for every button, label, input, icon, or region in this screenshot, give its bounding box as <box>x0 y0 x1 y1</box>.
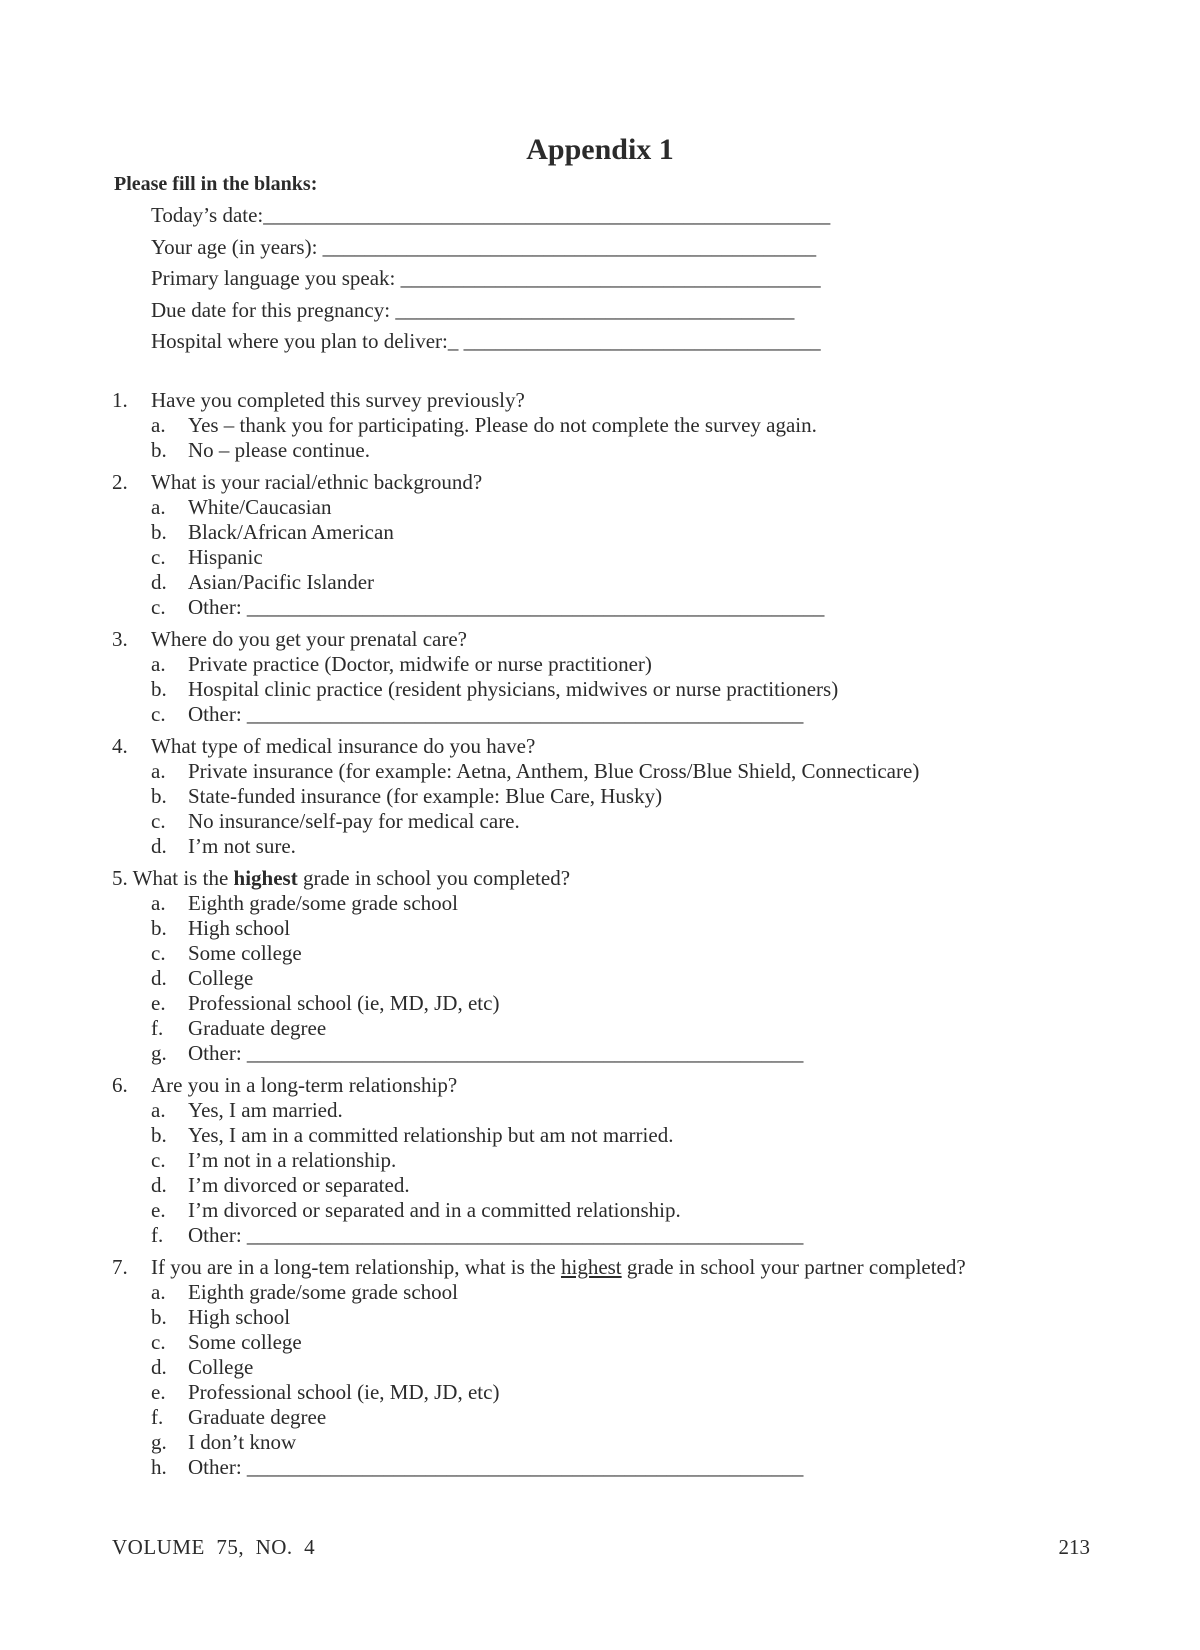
option-letter: c. <box>151 595 166 619</box>
option-text: Some college <box>188 1330 302 1354</box>
question-prefix: 5. What is the <box>112 866 234 890</box>
option-text: Yes, I am married. <box>188 1098 343 1122</box>
option-letter: b. <box>151 784 167 808</box>
option-row <box>112 1305 1112 1330</box>
option-letter: g. <box>151 1041 167 1065</box>
footer-volume: VOLUME 75, NO. 4 <box>112 1535 316 1559</box>
question-number: 6. <box>112 1073 128 1097</box>
option-letter: a. <box>151 413 166 437</box>
option-text: I’m not sure. <box>188 834 296 858</box>
option-letter: f. <box>151 1016 164 1040</box>
option-text: Black/African American <box>188 520 394 544</box>
question-1 <box>112 388 1112 463</box>
option-text: Yes – thank you for participating. Please do not complete the survey again. <box>188 413 817 437</box>
todays-date-field: Today’s date:______________________________________________________ <box>151 203 831 227</box>
question-text: What type of medical insurance do you have? <box>151 734 536 758</box>
option-row <box>112 1198 1112 1223</box>
option-row <box>112 413 1112 438</box>
option-text: No insurance/self-pay for medical care. <box>188 809 520 833</box>
question-prefix: If you are in a long-tem relationship, what is the <box>151 1255 561 1279</box>
question-suffix: grade in school you completed? <box>297 866 571 890</box>
option-letter: b. <box>151 677 167 701</box>
question-4 <box>112 734 1112 859</box>
option-row <box>112 438 1112 463</box>
question-number: 3. <box>112 627 128 651</box>
primary-language-field: Primary language you speak: ________________________________________ <box>151 266 821 290</box>
option-letter: d. <box>151 1173 167 1197</box>
option-text: I’m divorced or separated. <box>188 1173 410 1197</box>
age-field: Your age (in years): _______________________________________________ <box>151 234 817 259</box>
option-letter: d. <box>151 966 167 990</box>
option-letter: h. <box>151 1455 167 1479</box>
option-text: Eighth grade/some grade school <box>188 1280 459 1304</box>
option-letter: a. <box>151 1098 166 1122</box>
option-letter: a. <box>151 495 166 519</box>
question-text <box>151 1255 966 1280</box>
option-row <box>112 1173 1112 1198</box>
option-text: Professional school (ie, MD, JD, etc) <box>188 991 500 1015</box>
option-row <box>112 1148 1112 1173</box>
option-letter: b. <box>151 1123 167 1147</box>
option-text: Private insurance (for example: Aetna, Anthem, Blue Cross/Blue Shield, Connecticare) <box>188 759 920 783</box>
option-text: I don’t know <box>188 1430 297 1454</box>
question-7 <box>112 1255 1112 1480</box>
option-letter: a. <box>151 1280 166 1304</box>
question-text: What is your racial/ethnic background? <box>151 470 483 494</box>
question-number: 2. <box>112 470 128 494</box>
option-text: Graduate degree <box>188 1016 327 1040</box>
question-emphasis: highest <box>233 866 298 890</box>
option-letter: d. <box>151 570 167 594</box>
option-letter: c. <box>151 1330 166 1354</box>
option-text: No – please continue. <box>188 438 370 462</box>
question-text <box>112 866 1112 891</box>
option-letter: a. <box>151 759 166 783</box>
option-text: Eighth grade/some grade school <box>188 891 459 915</box>
option-text: Other: _____________________________________________________ <box>188 1041 804 1065</box>
option-text: Other: _____________________________________________________ <box>188 1223 804 1247</box>
option-letter: a. <box>151 652 166 676</box>
option-row <box>112 520 1112 545</box>
option-row <box>112 1123 1112 1148</box>
option-text: White/Caucasian <box>188 495 332 519</box>
option-text: High school <box>188 1305 291 1329</box>
option-row <box>112 784 1112 809</box>
question-3 <box>112 627 1112 727</box>
option-letter: e. <box>151 991 166 1015</box>
option-letter: c. <box>151 941 166 965</box>
question-text: Where do you get your prenatal care? <box>151 627 468 651</box>
option-row <box>112 1405 1112 1430</box>
option-letter: f. <box>151 1405 164 1429</box>
option-text: Asian/Pacific Islander <box>188 570 375 594</box>
option-letter: c. <box>151 1148 166 1172</box>
fill-in-fields <box>151 200 830 358</box>
question-number: 1. <box>112 388 128 412</box>
option-letter: c. <box>151 545 166 569</box>
option-letter: b. <box>151 520 167 544</box>
question-text: Have you completed this survey previously? <box>151 388 525 412</box>
question-number: 7. <box>112 1255 128 1279</box>
option-text: Yes, I am in a committed relationship but am not married. <box>188 1123 674 1147</box>
option-row <box>112 916 1112 941</box>
option-letter: b. <box>151 1305 167 1329</box>
option-text: Other: _____________________________________________________ <box>188 1455 804 1479</box>
option-text: College <box>188 966 254 990</box>
option-row <box>112 1355 1112 1380</box>
option-text: Hospital clinic practice (resident physicians, midwives or nurse practitioners) <box>188 677 839 701</box>
option-letter: c. <box>151 809 166 833</box>
option-text: I’m divorced or separated and in a committed relationship. <box>188 1198 681 1222</box>
option-text: High school <box>188 916 291 940</box>
option-row <box>112 1041 1112 1066</box>
option-text: Graduate degree <box>188 1405 327 1429</box>
option-letter: e. <box>151 1198 166 1222</box>
option-text: Hispanic <box>188 545 263 569</box>
due-date-field: Due date for this pregnancy: ______________________________________ <box>151 297 795 322</box>
option-row <box>112 1380 1112 1405</box>
option-letter: d. <box>151 834 167 858</box>
option-row <box>112 891 1112 916</box>
option-text: Professional school (ie, MD, JD, etc) <box>188 1380 500 1404</box>
option-text: Other: _____________________________________________________ <box>188 702 804 726</box>
question-text: Are you in a long-term relationship? <box>151 1073 458 1097</box>
option-row <box>112 966 1112 991</box>
option-row <box>112 1280 1112 1305</box>
fill-in-heading: Please fill in the blanks: <box>114 173 318 195</box>
question-suffix: grade in school your partner completed? <box>621 1255 966 1279</box>
option-row <box>112 991 1112 1016</box>
footer-page-number: 213 <box>1058 1535 1090 1559</box>
question-5 <box>112 866 1112 1066</box>
question-6 <box>112 1073 1112 1248</box>
option-text: I’m not in a relationship. <box>188 1148 397 1172</box>
option-row <box>112 1455 1112 1480</box>
option-row <box>112 595 1112 620</box>
option-row <box>112 570 1112 595</box>
option-letter: g. <box>151 1430 167 1454</box>
option-row <box>112 495 1112 520</box>
option-row <box>112 1330 1112 1355</box>
option-row <box>112 677 1112 702</box>
option-row <box>112 809 1112 834</box>
option-row <box>112 652 1112 677</box>
option-letter: b. <box>151 438 167 462</box>
option-row <box>112 834 1112 859</box>
page-title: Appendix 1 <box>526 133 674 166</box>
option-letter: b. <box>151 916 167 940</box>
option-text: College <box>188 1355 254 1379</box>
option-row <box>112 545 1112 570</box>
option-row <box>112 1016 1112 1041</box>
option-text: Other: _______________________________________________________ <box>188 595 825 619</box>
option-row <box>112 759 1112 784</box>
option-row <box>112 1430 1112 1455</box>
option-row <box>112 1098 1112 1123</box>
option-text: Some college <box>188 941 302 965</box>
option-letter: c. <box>151 702 166 726</box>
option-letter: f. <box>151 1223 164 1247</box>
option-letter: a. <box>151 891 166 915</box>
option-text: Private practice (Doctor, midwife or nurse practitioner) <box>188 652 652 676</box>
hospital-field: Hospital where you plan to deliver:_ __________________________________ <box>151 329 821 353</box>
option-row <box>112 1223 1112 1248</box>
question-number: 4. <box>112 734 128 758</box>
option-letter: e. <box>151 1380 166 1404</box>
option-row <box>112 941 1112 966</box>
question-2 <box>112 470 1112 620</box>
option-row <box>112 702 1112 727</box>
option-text: State-funded insurance (for example: Blue Care, Husky) <box>188 784 663 808</box>
option-letter: d. <box>151 1355 167 1379</box>
survey-questions <box>112 388 1112 1480</box>
question-emphasis: highest <box>560 1255 622 1279</box>
